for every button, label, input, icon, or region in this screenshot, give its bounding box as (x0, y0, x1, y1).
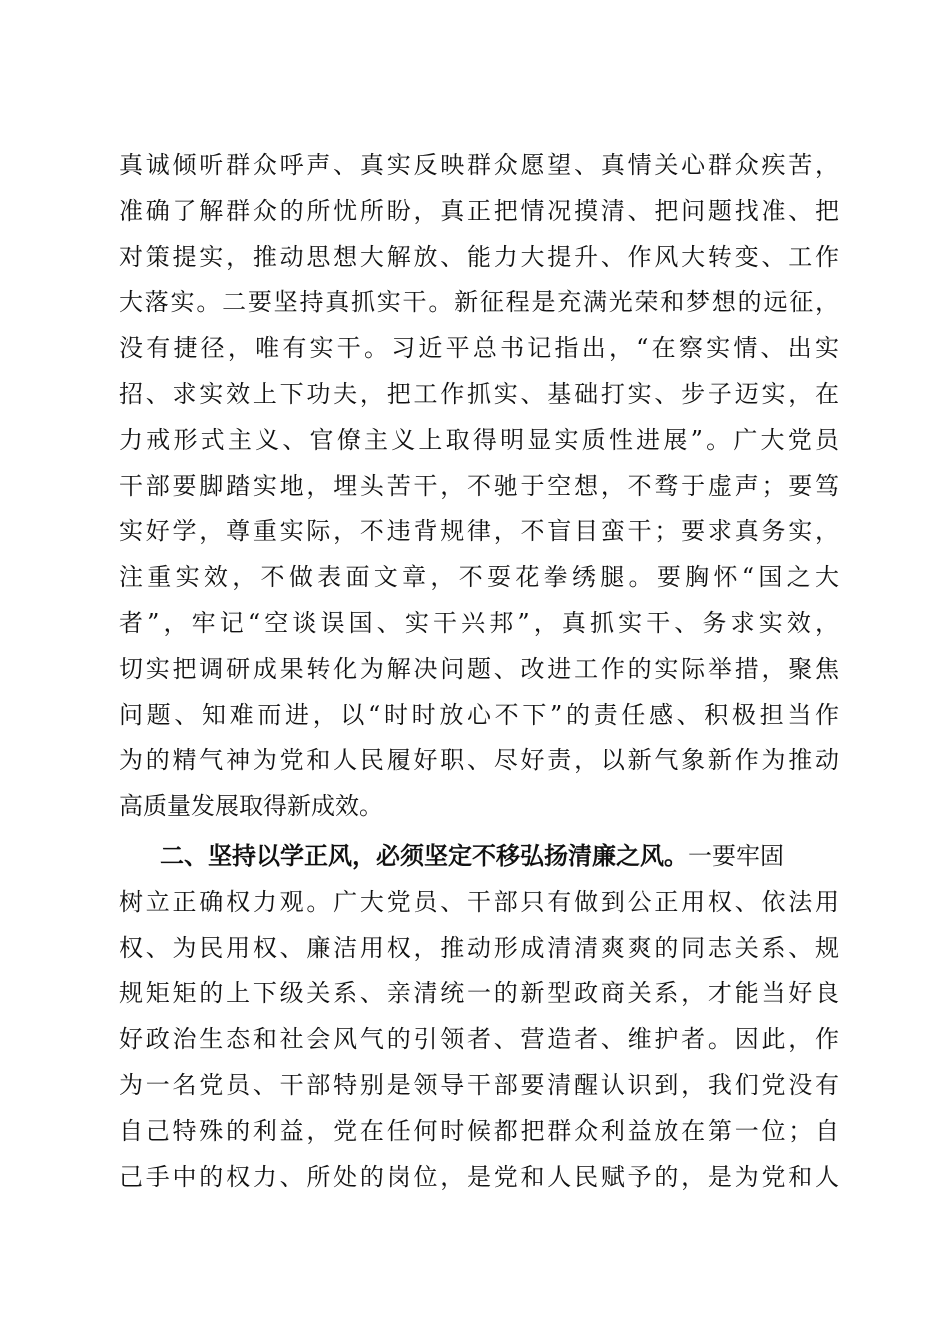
text-line: 问题、知难而进，以“时时放心不下”的责任感、积极担当作 (119, 700, 839, 729)
text-line: 没有捷径，唯有实干。习近平总书记指出，“在察实情、出实 (119, 334, 839, 363)
text-line: 规矩矩的上下级关系、亲清统一的新型政商关系，才能当好良 (119, 979, 839, 1008)
paragraph-2-first-line (119, 834, 839, 880)
text-line: 者”，牢记“空谈误国、实干兴邦”，真抓实干、务求实效， (119, 608, 839, 637)
text-line: 自己特殊的利益，党在任何时候都把群众利益放在第一位；自 (119, 1116, 839, 1145)
text-line: 真诚倾听群众呼声、真实反映群众愿望、真情关心群众疾苦， (119, 151, 839, 179)
text-line: 权、为民用权、廉洁用权，推动形成清清爽爽的同志关系、规 (119, 933, 839, 962)
paragraph-2 (119, 834, 839, 1200)
text-line: 高质量发展取得新成效。 (119, 792, 383, 821)
text-line: 招、求实效上下功夫，把工作抓实、基础打实、步子迈实，在 (119, 379, 839, 408)
text-line: 大落实。二要坚持真抓实干。新征程是充满光荣和梦想的远征， (119, 288, 839, 317)
text-line: 实好学，尊重实际，不违背规律，不盲目蛮干；要求真务实， (119, 517, 839, 546)
text-line: 切实把调研成果转化为解决问题、改进工作的实际举措，聚焦 (119, 654, 839, 683)
text-line: 注重实效，不做表面文章，不耍花拳绣腿。要胸怀“国之大 (119, 563, 839, 592)
text-line: 为的精气神为党和人民履好职、尽好责，以新气象新作为推动 (119, 746, 839, 775)
heading-continuation: 一要牢固 (688, 841, 784, 870)
text-line: 为一名党员、干部特别是领导干部要清醒认识到，我们党没有 (119, 1070, 839, 1099)
document-body (119, 143, 839, 1200)
text-line: 对策提实，推动思想大解放、能力大提升、作风大转变、工作 (119, 242, 839, 271)
text-line: 准确了解群众的所忧所盼，真正把情况摸清、把问题找准、把 (119, 196, 839, 225)
text-line: 干部要脚踏实地，埋头苦干，不驰于空想，不骛于虚声；要笃 (119, 471, 839, 500)
paragraph-1 (119, 143, 839, 830)
text-line: 树立正确权力观。广大党员、干部只有做到公正用权、依法用 (119, 887, 839, 916)
section-heading: 二、坚持以学正风，必须坚定不移弘扬清廉之风。 (160, 841, 688, 870)
text-line: 好政治生态和社会风气的引领者、营造者、维护者。因此，作 (119, 1025, 839, 1054)
text-line: 己手中的权力、所处的岗位，是党和人民赋予的，是为党和人 (119, 1162, 839, 1191)
text-line: 力戒形式主义、官僚主义上取得明显实质性进展”。广大党员 (119, 425, 839, 454)
